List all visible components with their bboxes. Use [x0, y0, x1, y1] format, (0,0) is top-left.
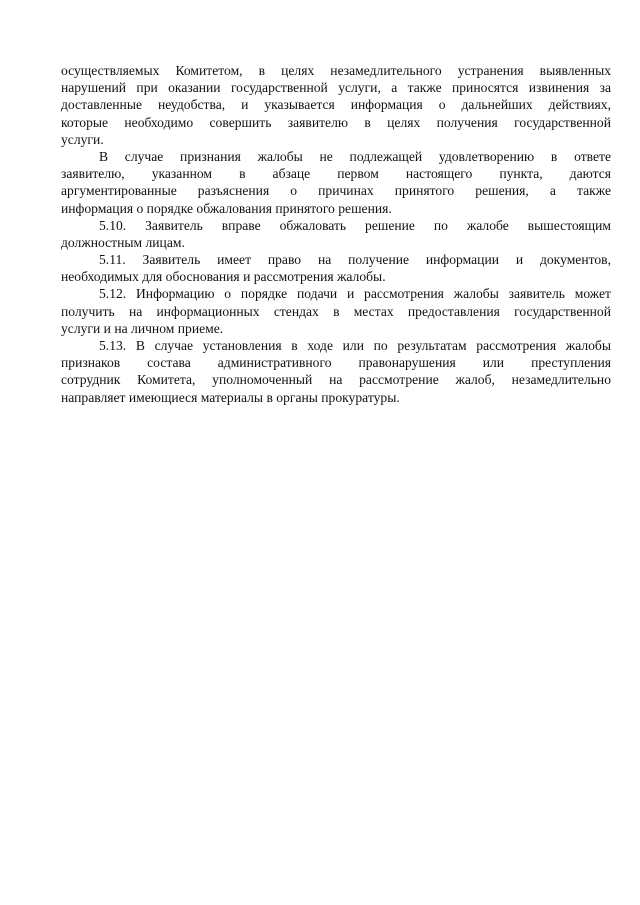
text-line: сотрудник Комитета, уполномоченный на рассмотрение жалоб, незамедлительно	[61, 372, 611, 388]
text-line: В случае признания жалобы не подлежащей удовлетворению в ответе	[99, 148, 611, 164]
text-line: заявителю, указанном в абзаце первом настоящего пункта, даются	[61, 166, 611, 182]
document-body	[61, 62, 611, 406]
text-line: нарушений при оказании государственной услуги, а также приносятся извинения за	[61, 80, 611, 96]
text-line: необходимых для обоснования и рассмотрения жалобы.	[61, 269, 386, 285]
text-line: услуги и на личном приеме.	[61, 320, 224, 336]
text-line: услуги.	[61, 131, 104, 147]
text-line: получить на информационных стендах в местах предоставления государственной	[61, 303, 611, 319]
text-line: 5.10. Заявитель вправе обжаловать решение по жалобе вышестоящим	[99, 217, 611, 233]
text-line: признаков состава административного правонарушения или преступления	[61, 355, 611, 371]
text-line: информация о порядке обжалования принятого решения.	[61, 200, 392, 216]
text-line: направляет имеющиеся материалы в органы прокуратуры.	[61, 389, 400, 405]
text-line: аргументированные разъяснения о причинах принятого решения, а также	[61, 183, 611, 199]
paragraph-5-10	[61, 217, 611, 251]
text-line: доставленные неудобства, и указывается информация о дальнейших действиях,	[61, 97, 611, 113]
text-line: должностным лицам.	[61, 234, 185, 250]
text-line: 5.13. В случае установления в ходе или по результатам рассмотрения жалобы	[99, 338, 611, 353]
paragraph-5-11	[61, 251, 611, 285]
paragraph-rejection	[61, 148, 611, 217]
paragraph-5-12	[61, 285, 611, 337]
text-line: осуществляемых Комитетом, в целях незамедлительного устранения выявленных	[61, 63, 611, 78]
paragraph-5-13	[61, 337, 611, 406]
text-line: 5.12. Информацию о порядке подачи и рассмотрения жалобы заявитель может	[99, 286, 611, 302]
text-line: 5.11. Заявитель имеет право на получение информации и документов,	[99, 252, 611, 268]
paragraph-apology-continuation	[61, 62, 611, 148]
text-line: которые необходимо совершить заявителю в целях получения государственной	[61, 114, 611, 130]
